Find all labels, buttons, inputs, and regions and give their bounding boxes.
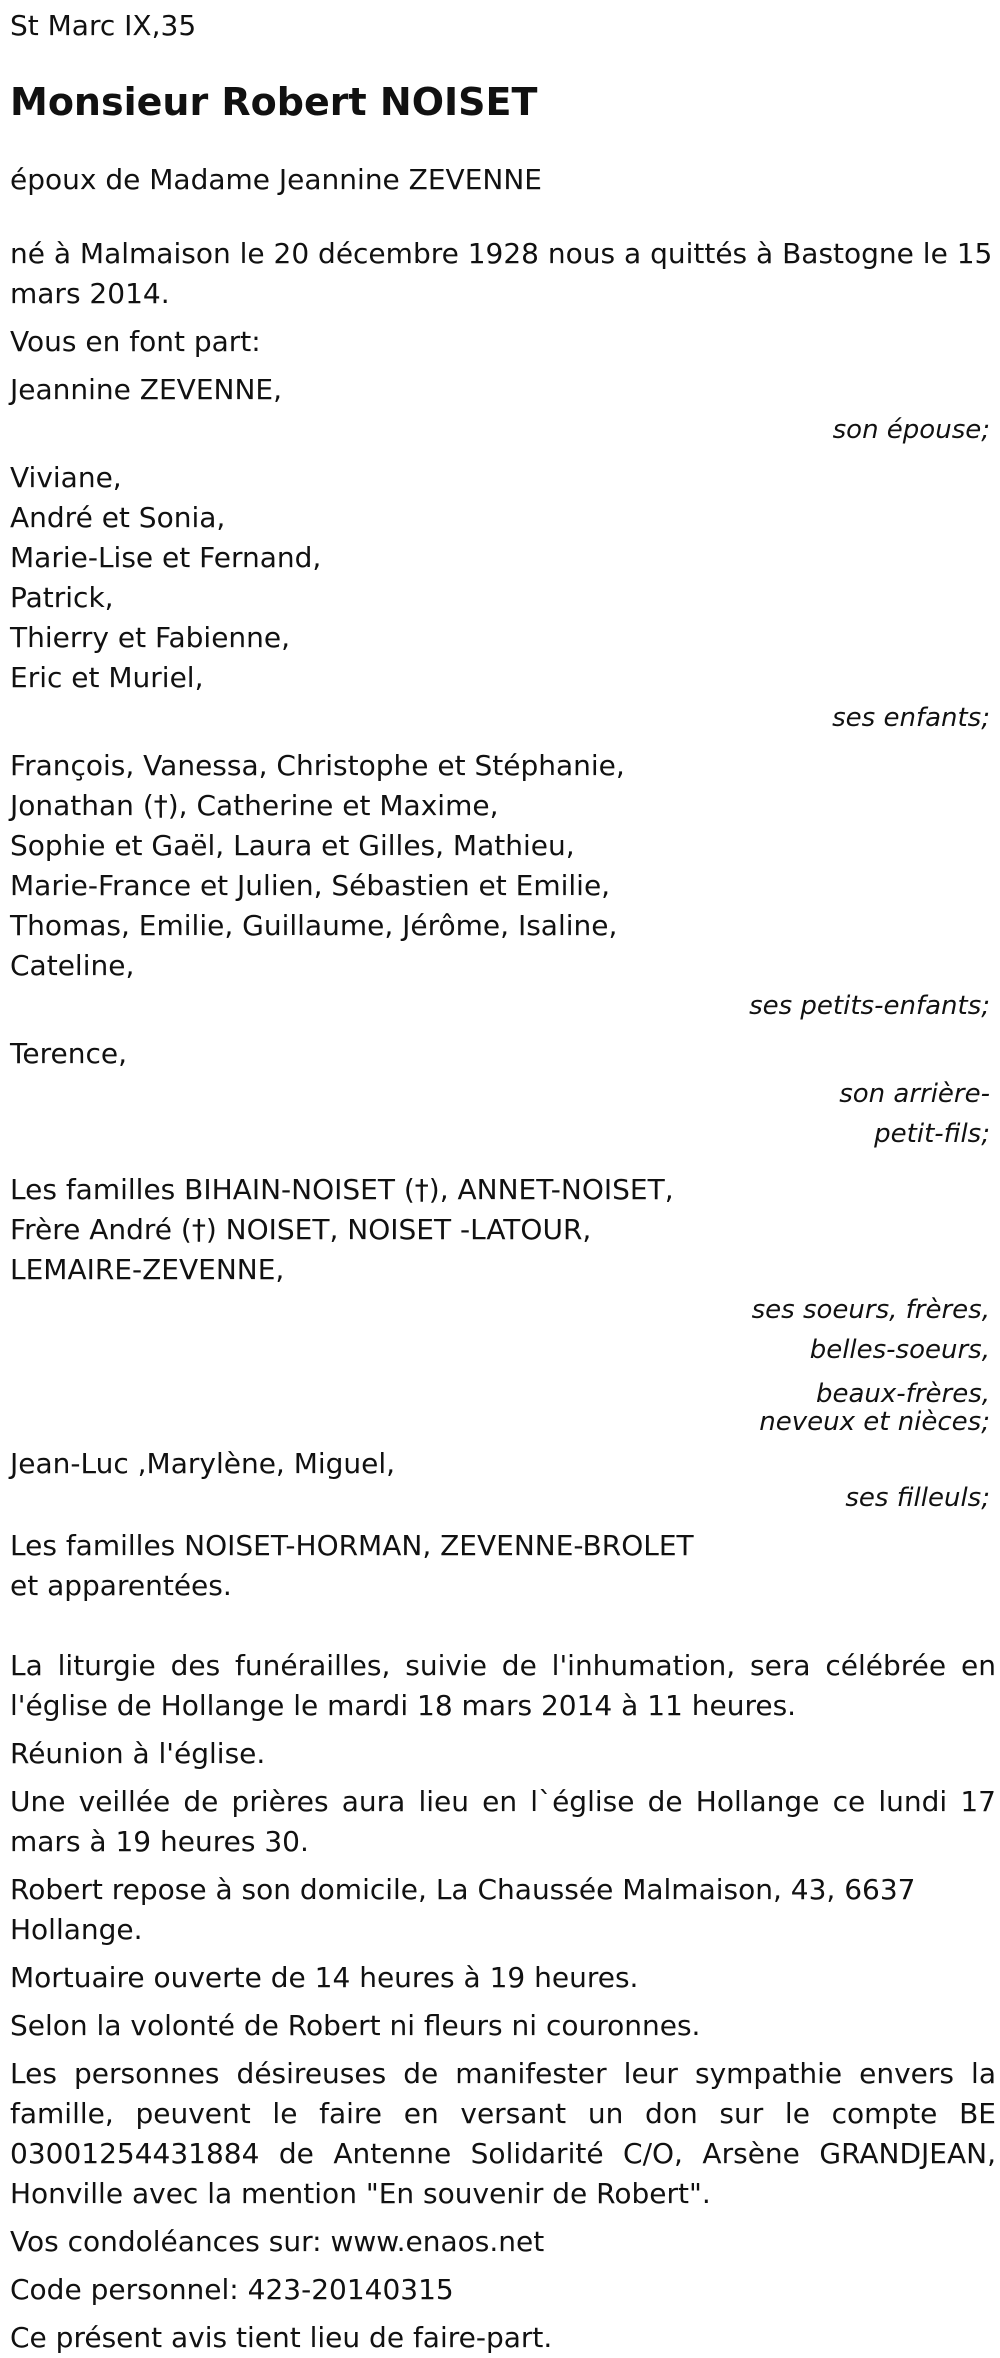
family-name-line: Thomas, Emilie, Guillaume, Jérôme, Isaline, xyxy=(10,909,618,942)
family-name-line: Marie-Lise et Fernand, xyxy=(10,541,322,574)
closing-line: Ce présent avis tient lieu de faire-part. xyxy=(10,2321,553,2354)
related-families-line: Les familles NOISET-HORMAN, ZEVENNE-BROLET xyxy=(10,1529,694,1562)
family-name-line: Eric et Muriel, xyxy=(10,661,204,694)
mortuary-hours: Mortuaire ouverte de 14 heures à 19 heures. xyxy=(10,1961,639,1994)
family-name-line: Terence, xyxy=(10,1037,127,1070)
flowers-note: Selon la volonté de Robert ni fleurs ni couronnes. xyxy=(10,2009,701,2042)
family-role-line: ses soeurs, frères, xyxy=(751,1295,990,1325)
family-name-line: Jeannine ZEVENNE, xyxy=(10,373,282,406)
reunion-line: Réunion à l'église. xyxy=(10,1737,266,1770)
personal-code: Code personnel: 423-20140315 xyxy=(10,2273,454,2306)
family-name-line: Jean-Luc ,Marylène, Miguel, xyxy=(10,1447,396,1480)
family-role xyxy=(10,1290,996,1437)
family-name-line: Viviane, xyxy=(10,461,122,494)
family-group-children xyxy=(10,458,996,738)
funeral-liturgy: La liturgie des funérailles, suivie de l'inhumation, sera célébrée en l'église de Hollange le mardi 18 mars 2014 à 11 heures. xyxy=(10,1649,996,1722)
family-group-great-grandson xyxy=(10,1034,996,1154)
condolences-line: Vos condoléances sur: www.enaos.net xyxy=(10,2225,545,2258)
family-role-line: son épouse; xyxy=(832,415,990,445)
family-name-line: Sophie et Gaël, Laura et Gilles, Mathieu, xyxy=(10,829,575,862)
deceased-name-title: Monsieur Robert NOISET xyxy=(10,80,538,124)
family-name-line: Patrick, xyxy=(10,581,114,614)
related-families-line: et apparentées. xyxy=(10,1569,232,1602)
family-group-siblings xyxy=(10,1170,996,1437)
family-role xyxy=(10,986,996,1026)
family-name-line: Les familles BIHAIN-NOISET (†), ANNET-NOISET, xyxy=(10,1173,674,1206)
family-role-line: ses enfants; xyxy=(832,703,990,733)
family-role-line: ses filleuls; xyxy=(845,1483,990,1513)
donation-note: Les personnes désireuses de manifester leur sympathie envers la famille, peuvent le faire en versant un don sur le compte BE 03001254431884 de Antenne Solidarité C/O, Arsène GRANDJEAN, Honville avec la mention "En souvenir de Robert". xyxy=(10,2057,996,2210)
intro-line: Vous en font part: xyxy=(10,325,261,358)
family-role-line: son arrière- xyxy=(839,1079,990,1109)
vigil-line: Une veillée de prières aura lieu en l`église de Hollange ce lundi 17 mars à 19 heures 30. xyxy=(10,1785,996,1858)
family-role-line: beaux-frères, xyxy=(815,1379,990,1409)
family-role xyxy=(10,698,996,738)
related-families xyxy=(10,1526,996,1606)
family-role xyxy=(10,1478,996,1518)
obituary-page xyxy=(0,6,1000,2358)
family-name-line: LEMAIRE-ZEVENNE, xyxy=(10,1253,285,1286)
family-role-line: neveux et nièces; xyxy=(759,1407,990,1437)
bible-verse: St Marc IX,35 xyxy=(10,9,197,42)
family-role-line: belles-soeurs, xyxy=(809,1335,990,1365)
family-group-godchildren xyxy=(10,1444,996,1518)
family-name-line: Thierry et Fabienne, xyxy=(10,621,291,654)
family-name-line: Marie-France et Julien, Sébastien et Emilie, xyxy=(10,869,611,902)
family-name-line: Jonathan (†), Catherine et Maxime, xyxy=(10,789,499,822)
family-role-line: petit-fils; xyxy=(874,1119,990,1149)
family-name-line: Cateline, xyxy=(10,949,135,982)
birth-death-line: né à Malmaison le 20 décembre 1928 nous a quittés à Bastogne le 15 mars 2014. xyxy=(10,237,993,310)
family-role-line: ses petits-enfants; xyxy=(749,991,990,1021)
family-role xyxy=(10,410,996,450)
family-name-line: Frère André (†) NOISET, NOISET -LATOUR, xyxy=(10,1213,592,1246)
family-group-spouse xyxy=(10,370,996,450)
family-role xyxy=(10,1074,996,1154)
family-group-grandchildren xyxy=(10,746,996,1026)
family-name-line: François, Vanessa, Christophe et Stéphanie, xyxy=(10,749,625,782)
family-name-line: André et Sonia, xyxy=(10,501,226,534)
rest-location: Robert repose à son domicile, La Chaussée Malmaison, 43, 6637 Hollange. xyxy=(10,1873,916,1946)
spouse-line: époux de Madame Jeannine ZEVENNE xyxy=(10,163,542,196)
